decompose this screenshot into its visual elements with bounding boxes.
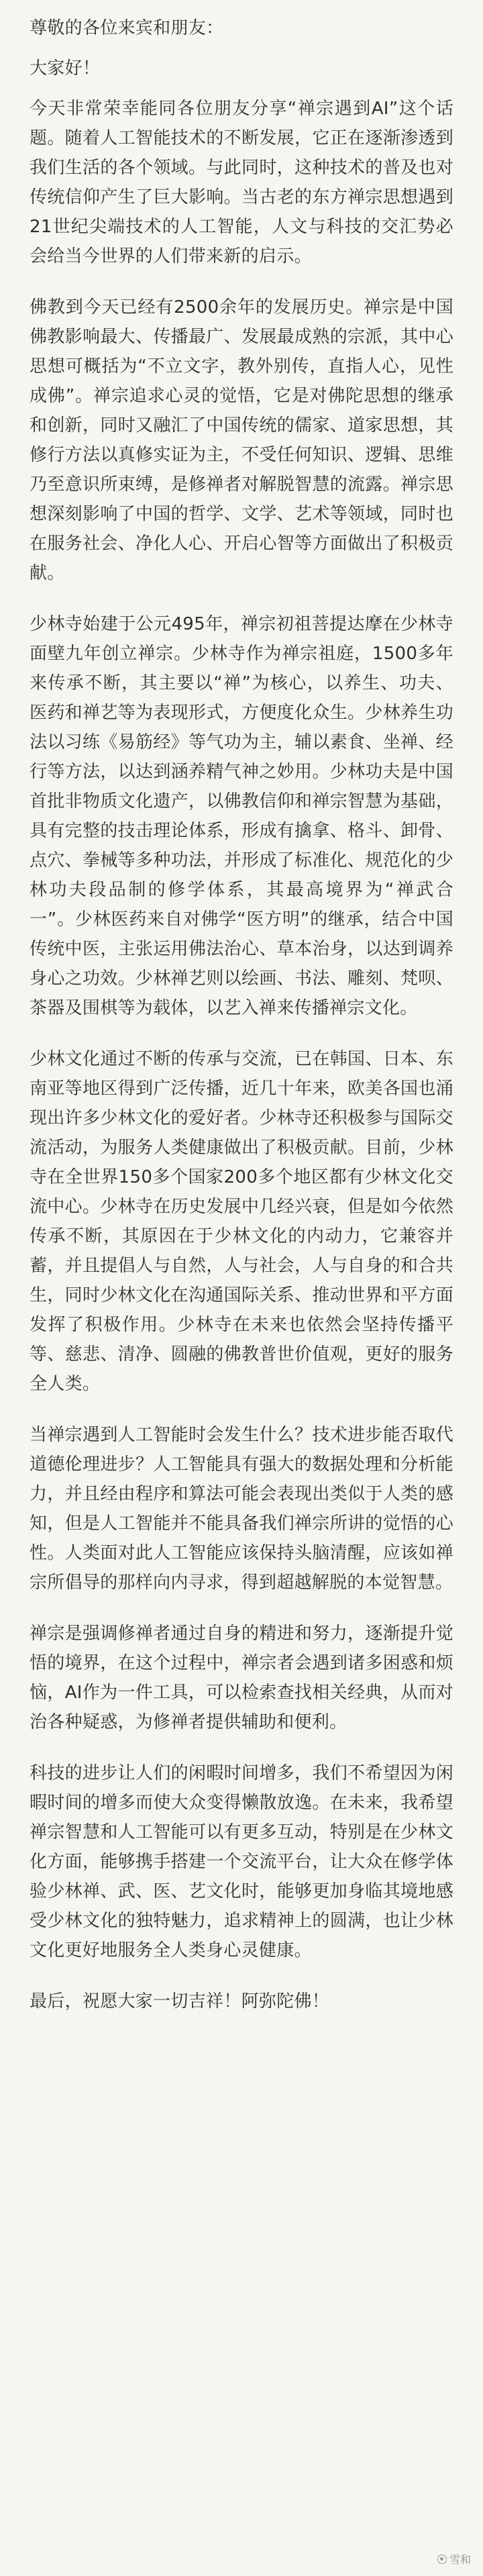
weibo-icon	[437, 2555, 447, 2564]
paragraph-future: 科技的进步让人们的闲暇时间增多，我们不希望因为闲暇时间的增多而使大众变得懒散放逸。在未来，我希望禅宗智慧和人工智能可以有更多互动，特别是在少林文化方面，能够携手搭建一个交流平台，让大众在修学体验少林禅、武、医、艺文化时，能够更加身临其境地感受少林文化的独特魅力，追求精神上的圆满，也让少林文化更好地服务全人类身心灵健康。	[30, 1763, 453, 1961]
greeting: 大家好！	[30, 58, 101, 79]
paragraph-shaolin-culture: 少林文化通过不断的传承与交流，已在韩国、日本、东南亚等地区得到广泛传播，近几十年来，欧美各国也涌现出许多少林文化的爱好者。少林寺还积极参与国际交流活动，为服务人类健康做出了积极贡献。目前，少林寺在全世界150多个国家200多个地区都有少林文化交流中心。少林寺在历史发展中几经兴衰，但是如今依然传承不断，其原因在于少林文化的内动力，它兼容并蓄，并且提倡人与自然，人与社会，人与自身的和合共生，同时少林文化在沟通国际关系、推动世界和平方面发挥了积极作用。少林寺在未来也依然会坚持传播平等、慈悲、清净、圆融的佛教普世价值观，更好的服务全人类。	[30, 1049, 453, 1394]
watermark	[437, 2551, 471, 2567]
speech-body	[30, 13, 453, 2016]
salutation: 尊敬的各位来宾和朋友：	[30, 18, 224, 38]
paragraph-intro: 今天非常荣幸能同各位朋友分享“禅宗遇到AI”这个话题。随着人工智能技术的不断发展，它正在逐渐渗透到我们生活的各个领域。与此同时，这种技术的普及也对传统信仰产生了巨大影响。当古老的东方禅宗思想遇到21世纪尖端技术的人工智能，人文与科技的交汇势必会给当今世界的人们带来新的启示。	[30, 99, 453, 266]
closing: 最后，祝愿大家一切吉祥！阿弥陀佛！	[30, 1991, 330, 2012]
paragraph-shaolin: 少林寺始建于公元495年，禅宗初祖菩提达摩在少林寺面壁九年创立禅宗。少林寺作为禅宗祖庭，1500多年来传承不断，其主要以“禅”为核心，以养生、功夫、医药和禅艺等为表现形式，方便度化众生。少林养生功法以习练《易筋经》等气功为主，辅以素食、坐禅、经行等方法，以达到涵养精气神之妙用。少林功夫是中国首批非物质文化遗产，以佛教信仰和禅宗智慧为基础，具有完整的技击理论体系，形成有擒拿、格斗、卸骨、点穴、拳械等多种功法，并形成了标准化、规范化的少林功夫段品制的修学体系，其最高境界为“禅武合一”。少林医药来自对佛学“医方明”的继承，结合中国传统中医，主张运用佛法治心、草本治身，以达到调养身心之功效。少林禅艺则以绘画、书法、雕刻、梵呗、茶器及围棋等为载体，以艺入禅来传播禅宗文化。	[30, 614, 453, 1018]
paragraph-zen-history: 佛教到今天已经有2500余年的发展历史。禅宗是中国佛教影响最大、传播最广、发展最成熟的宗派，其中心思想可概括为“不立文字，教外别传，直指人心，见性成佛”。禅宗追求心灵的觉悟，它是对佛陀思想的继承和创新，同时又融汇了中国传统的儒家、道家思想，其修行方法以真修实证为主，不受任何知识、逻辑、思维乃至意识所束缚，是修禅者对解脱智慧的流露。禅宗思想深刻影响了中国的哲学、文学、艺术等领域，同时也在服务社会、净化人心、开启心智等方面做出了积极贡献。	[30, 297, 453, 583]
paragraph-ai-tool: 禅宗是强调修禅者通过自身的精进和努力，逐渐提升觉悟的境界，在这个过程中，禅宗者会遇到诸多困惑和烦恼，AI作为一件工具，可以检索查找相关经典，从而对治各种疑惑，为修禅者提供辅助和便利。	[30, 1624, 453, 1732]
watermark-text: 雪和	[449, 2553, 471, 2566]
paragraph-zen-meets-ai: 当禅宗遇到人工智能时会发生什么？技术进步能否取代道德伦理进步？人工智能具有强大的数据处理和分析能力，并且经由程序和算法可能会表现出类似于人类的感知，但是人工智能并不能具备我们禅宗所讲的觉悟的心性。人类面对此人工智能应该保持头脑清醒，应该如禅宗所倡导的那样向内寻求，得到超越解脱的本觉智慧。	[30, 1425, 453, 1593]
